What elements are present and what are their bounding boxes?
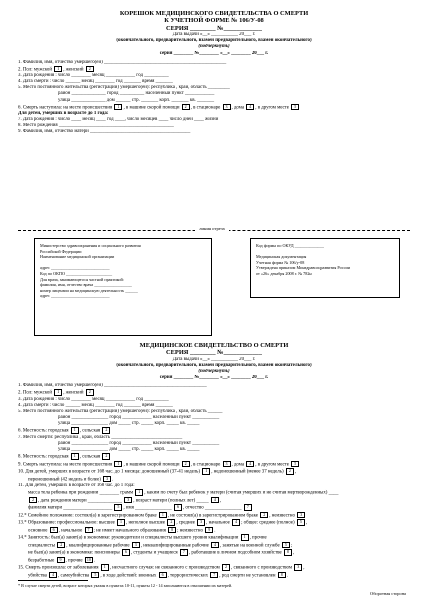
code-box: 6 [50,527,58,534]
certificate-title: МЕДИЦИНСКОЕ СВИДЕТЕЛЬСТВО О СМЕРТИ [139,342,289,349]
certificate-field: район _______________ город ____________ населенный пункт ___________ [58,415,220,421]
form-code-line: Код формы по ОКУД ______________ [256,243,324,248]
code-box: 1 [71,427,79,434]
footnote [18,580,410,588]
stub-field: 1. Фамилия, имя, отчество умершего(ей) __________________________________________________ [18,59,227,65]
certificate-field: 3. Дата рождения : число ________ месяц ____________ год __________ [18,396,169,402]
certificate-field: 10. Для детей, умерших в возрасте от 168 час. до 1 месяца: доношенный (37-41 недель) 1 , недоношенный (менее 37 недель) 2 , [18,468,297,475]
issuer-line: адрес ____________________________ [40,293,110,299]
code-box: 3 [223,104,231,111]
code-box: 6 [122,549,130,556]
stub-title: КОРЕШОК МЕДИЦИНСКОГО СВИДЕТЕЛЬСТВА О СМЕРТИ [119,10,309,17]
stub-field: район ______________ город __________ населенный пункт ____________ [58,91,215,97]
stub-underline-note: (подчеркнуть) [198,44,230,50]
stub-field: 2. Пол: мужской 1 , женский 2 [18,66,410,74]
stub-field: Для детей, умерших в возрасте до 1 года: [18,111,109,117]
code-box: 8 [278,572,286,579]
code-box: 9 [57,557,65,564]
code-box: 5 [282,542,290,549]
certificate-field: 2 , дата рождения матери ______________ 3 , возраст матери (полных лет) _____ 4 , [18,497,410,505]
code-box: 3 [103,476,111,483]
code-box: 1 [114,104,122,111]
certificate-field: безработные 9 , прочие 10 . [28,556,96,564]
certificate-field: 13.* Образование: профессиональное: высшее 1 , неполное высшее 2 , среднее 3 , начальное 4 ; общее: среднее (полное) 5 , [18,519,308,526]
code-box: 8 [284,549,292,556]
code-box: 1 [54,389,62,396]
code-box: 1 [117,519,125,526]
cut-line-label: линия отреза [0,226,424,231]
certificate-field: район _______________ город ____________ населенный пункт ___________ [58,440,220,446]
issuer-line: Для врача, занимающегося частной практикой: [40,276,124,282]
code-box: 2 [102,453,110,460]
stub-series: СЕРИЯ ________ №____________ [166,24,262,32]
certificate-field: 15. Смерть произошла: от заболевания 1 , несчастного случая: не связанного с производством 2 , связанного с производством 3 , [18,564,305,571]
issuer-line: номер лицензии на медицинскую деятельность ______ [40,287,138,293]
code-box: 2 [286,468,294,475]
certificate-field: масса тела ребенка при рождении ________ грамм 1 , каким по счету был ребенок у матери (считая умерших и не считая мертворожденных) ____ [28,489,339,496]
code-box: 1 [114,461,122,468]
certificate-fields [18,383,410,579]
code-box: 3 [197,519,205,526]
certificate-field: 14.* Занятость: был(а) занят(а) в экономике: руководители и специалисты высшего уровня квалификации 1 , прочие [18,534,267,541]
code-box: 10 [86,556,91,562]
stub-field: 8. Место рождения _______________________________________________ [18,123,174,129]
code-box: 1 [159,512,167,519]
certificate-field: специалисты 2 , квалифицированные рабочие 3 , неквалифицированные рабочие 4 , занятые на военной службе 5 ; [28,541,293,549]
code-box: 4 [49,572,57,579]
reverse-side-label: Оборотная сторона [370,591,406,596]
code-box: 2 [102,427,110,434]
issuer-line: адрес ____________________________ [40,265,110,271]
stub-field: 9. Фамилия, имя, отчество матери _________________________________________ [18,129,191,135]
code-box: 5 [297,519,305,526]
code-box: 2 [167,519,175,526]
code-box: 1 [241,534,249,541]
certificate-field: 12.* Семейное положение: состоял(а) в зарегистрированном браке 1 , не состоял(а) в зарегистрированном браке 2 , неизвестно 3 [18,512,410,520]
certificate-field: 1. Фамилия, имя, отчество умершего(ей) __________________________________________ [18,383,207,389]
stub-field: 6. Смерть наступила: на месте происшествия 1 , в машине скорой помощи 2 , в стационаре 3 , дома 4 , в другом месте 5 [18,104,410,112]
code-box: 7 [210,572,218,579]
footnote-rule [18,580,88,581]
code-box: 2 [29,497,37,504]
issuer-line: Код по ОКПО ______________________ [40,270,113,276]
code-box: 1 [101,564,109,571]
certificate-field: не был(а) занят(а) в экономике: пенсионеры 6 , студенты и учащиеся 7 , работавшие в личном подсобном хозяйстве 8 , [28,549,295,556]
certificate-field: 9. Смерть наступила: на месте происшествия 1 , в машине скорой помощи 2 , в стационаре 3 , дома 4 , в другом месте 5 [18,461,410,469]
certificate-section [18,342,410,579]
form-code-box [250,238,400,298]
code-box: 2 [182,104,190,111]
certificate-field: улица _______________ дом _____ стр. _____ корп. _____ кв. _____ [58,446,200,452]
code-box: 2 [260,512,268,519]
certificate-field: фамилия матери ____________________ 5 , имя _______________ 6 , отчество _______________ 7 [18,504,410,512]
stub-field: 7. Дата рождения : число ____ месяц ____ год ____, число месяцев ____ число дней ____ жизни [18,117,219,123]
code-box: 3 [297,512,305,519]
stub-prev-cert: серия ________ №________ «__» ________ 20___ г. [159,50,269,56]
code-box: 3 [124,497,132,504]
code-box: 4 [246,461,254,468]
code-box: 4 [211,497,219,504]
issuer-line: Российской Федерации [40,248,82,254]
code-box: 9 [205,527,213,534]
code-box: 7 [85,527,93,534]
code-box: 3 [294,564,302,571]
certificate-field: улица _______________ дом _____ стр. _____ корп. _____ кв. _____ [58,421,200,427]
code-box: 4 [246,104,254,111]
certificate-series: СЕРИЯ ________ №____________ [166,349,262,357]
certificate-field: 7. Место смерти: республика , край, область _____________________________ [18,434,183,440]
issuer-line: Наименование медицинской организации [40,254,115,260]
certificate-field: 5. Место постоянного жительства (регистрации) умершего(ей): республика , край, область ______ [18,408,223,414]
issuer-box [34,238,212,336]
code-box: 2 [86,389,94,396]
code-box: 2 [222,564,230,571]
certificate-field: убийства 4 , самоубийства 5 , в ходе действий: военных 6 , террористических 7 , род смерти не установлен 8 . [28,571,288,579]
stub-fields [18,60,410,136]
code-box: 1 [135,489,143,496]
code-box: 5 [291,461,299,468]
stub-subtitle: К УЧЕТНОЙ ФОРМЕ № 106/У-08 [164,17,264,25]
code-box: 4 [211,542,219,549]
code-box: 7 [244,504,252,511]
code-box: 5 [291,104,299,111]
certificate-underline-note: (подчеркнуть) [198,369,230,374]
stub-field: 4. Дата смерти : число ______ месяц ________ год _______ время _______ [18,79,173,85]
code-box: 6 [174,504,182,511]
code-box: 6 [159,572,167,579]
stub-field: 5. Место постоянного жительства (регистрации) умершего(ей): республика , край, область _________ [18,85,230,91]
code-box: 5 [114,504,122,511]
certificate-field: 4. Дата смерти : число ______ месяц ________ год _______ время _______ [18,402,173,408]
certificate-issue-date: Дата выдачи «__» ___________ 20___ г. [172,356,256,362]
stub-field: 3. Дата рождения : число ________ месяц ____________ год __________ [18,73,169,79]
code-box: 2 [86,66,94,73]
code-box: 2 [182,461,190,468]
certificate-field: 11. Для детей, умерших в возрасте от 168 час. до 1 года: [18,483,135,489]
code-box: 5 [91,572,99,579]
code-box: 2 [57,542,65,549]
stub-field: улица ______________ дом ______ стр. _______ корп. _______ кв. _______ [58,97,215,103]
stub-kind: (окончательного, предварительного, взамен предварительного, взамен окончательного) [116,38,312,44]
form-code-line: от «26» декабря 2008 г. № 782н [256,270,312,276]
code-box: 7 [180,549,188,556]
certificate-field: основное 6 , начальное 7 ; не имеет начального образования 8 ; неизвестно 9 . [28,526,216,534]
certificate-field: 6. Местность: городская 1 , сельская 2 [18,427,410,435]
certificate-field: 2. Пол: мужской 1 , женский 2 [18,389,410,397]
code-box: 1 [202,468,210,475]
code-box: 1 [71,453,79,460]
certificate-field: 8. Местность: городская 1 , сельская 2 [18,453,410,461]
form-code-line: Учетная форма № 106/у-08 [256,259,305,265]
stub-section [18,10,410,136]
certificate-prev-cert: серия ________ №________ «__» ________ 20___ г. [159,375,269,381]
footnote-text: * В случае смерти детей, возраст которых указан в пунктах 10-11, пункты 12 - 14 заполняются в отношении их матерей. [18,583,233,588]
code-box: 4 [232,519,240,526]
certificate-kind: (окончательного, предварительного, взамен предварительного, взамен окончательного) [116,362,312,368]
issuer-line: Министерство здравоохранения и социального развития [40,243,141,248]
code-box: 8 [168,527,176,534]
form-code-line: Утверждена приказом Минздравсоцразвития России [256,265,350,271]
code-box: 3 [223,461,231,468]
code-box: 1 [54,66,62,73]
stub-issue-date: Дата выдачи «__» ___________ 20___ г. [172,32,256,38]
certificate-field: переношенный (42 недель и более) 3 . [28,475,114,483]
code-box: 3 [132,542,140,549]
form-code-line: Медицинская документация [256,254,307,260]
issuer-line: фамилия, имя, отчество врача __________________ [40,282,132,288]
